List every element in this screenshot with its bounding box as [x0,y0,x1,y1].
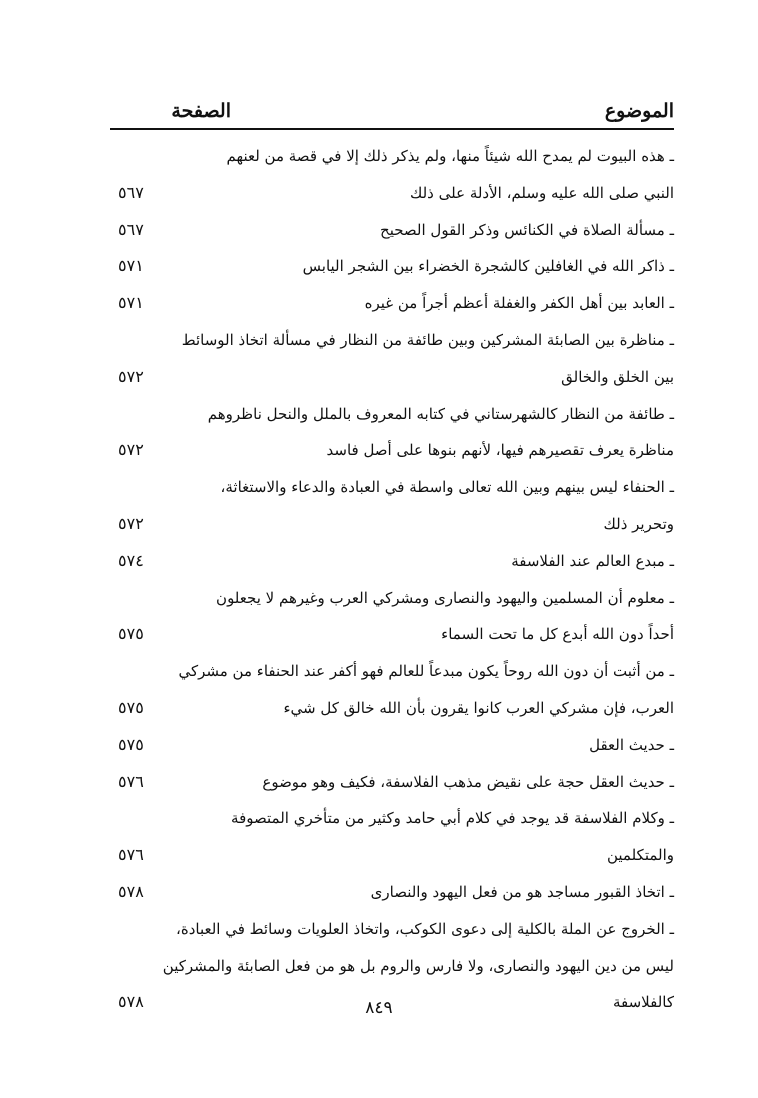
entry-text: مناظرة يعرف تقصيرهم فيها، لأنهم بنوها على أصل فاسد [326,441,674,460]
entry-page-number: ٥٧٨ [118,992,144,1012]
entry-text: ـ طائفة من النظار كالشهرستاني في كتابه المعروف بالملل والنحل ناظروهم [207,404,674,423]
entry-page-number: ٥٧١ [118,293,144,313]
table-header [118,100,674,126]
entry-page-number: ٥٧٦ [118,771,144,791]
entry-page-number: ٥٧٢ [118,440,144,460]
entry-text: ـ حديث العقل حجة على نقيض مذهب الفلاسفة، فكيف وهو موضوع [262,772,674,791]
entry-text: ـ اتخاذ القبور مساجد هو من فعل اليهود والنصارى [370,882,674,901]
entry-page-number: ٥٧٥ [118,624,144,644]
index-line [110,765,674,802]
index-line [110,397,674,434]
entry-text: ـ من أثبت أن دون الله روحاً يكون مبدعاً للعالم فهو أكفر عند الحنفاء من مشركي [178,662,674,681]
index-line [110,728,674,765]
entry-page-number: ٥٧٥ [118,734,144,754]
index-line [110,838,674,875]
index-line [110,617,674,654]
index-line [110,801,674,838]
index-line [110,544,674,581]
entry-text: ـ هذه البيوت لم يمدح الله شيئاً منها، ولم يذكر ذلك إلا في قصة من لعنهم [226,147,674,165]
entry-text: ـ الخروج عن الملة بالكلية إلى دعوى الكوكب، واتخاذ العلويات وسائط في العبادة، [176,919,674,938]
entry-text: والمتكلمين [606,846,674,865]
entry-text: ليس من دين اليهود والنصارى، ولا فارس والروم بل هو من فعل الصابئة والمشركين [162,956,674,975]
entry-text: ـ مبدع العالم عند الفلاسفة [511,551,674,570]
index-line [110,875,674,912]
index-line [110,360,674,397]
topic-column-heading: الموضوع [604,100,674,122]
entry-text: ـ حديث العقل [589,735,674,754]
index-line [110,286,674,323]
index-line [110,912,674,949]
index-entries [110,139,674,1022]
entry-page-number: ٥٧٨ [118,881,144,901]
index-line [110,470,674,507]
entry-page-number: ٥٧٢ [118,513,144,533]
entry-text: ـ مناظرة بين الصابئة المشركين وبين طائفة من النظار في مسألة اتخاذ الوسائط [181,330,674,349]
entry-text: ـ ذاكر الله في الغافلين كالشجرة الخضراء بين الشجر اليابس [302,257,674,276]
index-line [110,213,674,250]
index-line [110,691,674,728]
entry-text: ـ الحنفاء ليس بينهم وبين الله تعالى واسطة في العبادة والدعاء والاستغاثة، [220,478,674,497]
entry-page-number: ٥٧١ [118,256,144,276]
entry-text: ـ العابد بين أهل الكفر والغفلة أعظم أجراً من غيره [364,294,674,313]
index-line [110,249,674,286]
entry-text: كالفلاسفة [612,993,674,1012]
entry-text: النبي صلى الله عليه وسلم، الأدلة على ذلك [409,183,674,202]
entry-text: وتحرير ذلك [603,514,674,533]
entry-page-number: ٥٦٧ [118,219,144,239]
entry-page-number: ٥٧٤ [118,550,144,570]
entry-page-number: ٥٧٢ [118,366,144,386]
entry-text: ـ وكلام الفلاسفة قد يوجد في كلام أبي حامد وكثير من متأخري المتصوفة [231,809,674,828]
entry-text: ـ مسألة الصلاة في الكنائس وذكر القول الصحيح [380,220,674,239]
index-line [110,323,674,360]
entry-text: بين الخلق والخالق [561,367,674,386]
entry-page-number: ٥٦٧ [118,182,144,202]
index-line [110,581,674,618]
entry-page-number: ٥٧٦ [118,845,144,865]
page-column-heading: الصفحة [171,100,231,122]
index-line [110,139,674,176]
index-line [110,176,674,213]
entry-page-number: ٥٧٥ [118,697,144,717]
index-line [110,507,674,544]
index-line [110,433,674,470]
header-divider [110,128,674,130]
entry-text: ـ معلوم أن المسلمين واليهود والنصارى ومشركي العرب وغيرهم لا يجعلون [216,588,674,607]
index-line [110,654,674,691]
page-number: ٨٤٩ [365,998,393,1018]
entry-text: أحداً دون الله أبدع كل ما تحت السماء [441,625,674,644]
entry-text: العرب، فإن مشركي العرب كانوا يقرون بأن الله خالق كل شيء [283,698,674,717]
index-line [110,949,674,986]
